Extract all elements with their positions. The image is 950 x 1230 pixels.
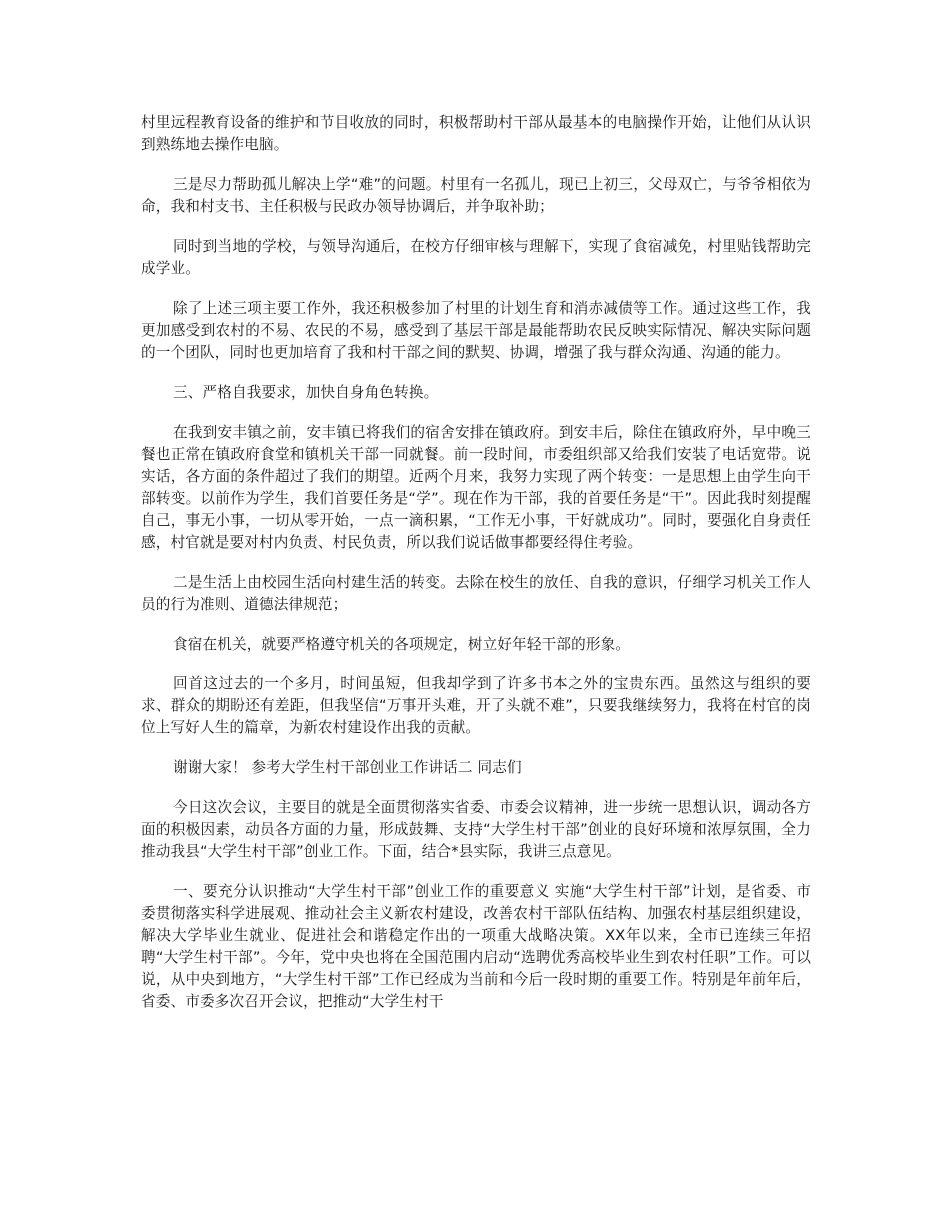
paragraph-2: 三是尽力帮助孤儿解决上学“难”的问题。村里有一名孤儿，现已上初三，父母双亡，与爷爷相依为命，我和村支书、主任积极与民政办领导协调后，并争取补助； [141, 176, 811, 215]
paragraph-4: 除了上述三项主要工作外，我还积极参加了村里的计划生育和消赤减债等工作。通过这些工作，我更加感受到农村的不易、农民的不易，感受到了基层干部是最能帮助农民反映实际情况、解决实际问题的一个团队，同时也更加培育了我和村干部之间的默契、协调，增强了我与群众沟通、沟通的能力。 [141, 300, 811, 361]
paragraph-6: 二是生活上由校园生活向村建生活的转变。去除在校生的放任、自我的意识，仔细学习机关工作人员的行为准则、道德法律规范； [141, 574, 811, 613]
section-heading-3: 三、严格自我要求，加快自身角色转换。 [173, 384, 439, 401]
paragraph-10: 一、要充分认识推动“大学生村干部”创业工作的重要意义 实施“大学生村干部”计划，是省委、市委贯彻落实科学进展观、推动社会主义新农村建设，改善农村干部队伍结构、加强农村基层组织建设，解决大学毕业生就业、促进社会和谐稳定作出的一项重大战略决策。XX年以来，全市已连续三年招聘“大学生村干部”。今年，党中央也将在全国范围内启动“选聘优秀高校毕业生到农村任职”工作。可以说，从中央到地方，“大学生村干部”工作已经成为当前和今后一段时期的重要工作。特别是年前年后，省委、市委多次召开会议，把推动“大学生村干 [141, 883, 811, 1010]
document-body [141, 112, 811, 1031]
paragraph-5: 在我到安丰镇之前，安丰镇已将我们的宿舍安排在镇政府。到安丰后，除住在镇政府外，早中晚三餐也正常在镇政府食堂和镇机关干部一同就餐。前一段时间，市委组织部又给我们安装了电话宽带。说实话，各方面的条件超过了我们的期望。近两个月来，我努力实现了两个转变：一是思想上由学生向干部转变。以前作为学生，我们首要任务是“学”。现在作为干部，我的首要任务是“干”。因此我时刻提醒自己，事无小事，一切从零开始，一点一滴积累，“工作无小事，干好就成功”。同时，要强化自身责任感，村官就是要对村内负责、村民负责，所以我们说话做事都要经得住考验。 [141, 424, 811, 551]
paragraph-7: 食宿在机关，就要严格遵守机关的各项规定，树立好年轻干部的形象。 [173, 636, 631, 653]
speech-2-heading: 谢谢大家！ 参考大学生村干部创业工作讲话二 同志们 [173, 759, 522, 776]
paragraph-1: 村里远程教育设备的维护和节目收放的同时，积极帮助村干部从最基本的电脑操作开始，让他们从认识到熟练地去操作电脑。 [141, 114, 811, 153]
paragraph-8: 回首这过去的一个多月，时间虽短，但我却学到了许多书本之外的宝贵东西。虽然这与组织的要求、群众的期盼还有差距，但我坚信“万事开头难，开了头就不难”，只要我继续努力，我将在村官的岗位上写好人生的篇章，为新农村建设作出我的贡献。 [141, 675, 811, 736]
paragraph-9: 今日这次会议，主要目的就是全面贯彻落实省委、市委会议精神，进一步统一思想认识，调动各方面的积极因素，动员各方面的力量，形成鼓舞、支持“大学生村干部”创业的良好环境和浓厚氛围，全力推动我县“大学生村干部”创业工作。下面，结合*县实际，我讲三点意见。 [141, 799, 811, 860]
paragraph-3: 同时到当地的学校，与领导沟通后，在校方仔细审核与理解下，实现了食宿减免，村里贴钱帮助完成学业。 [141, 238, 811, 277]
